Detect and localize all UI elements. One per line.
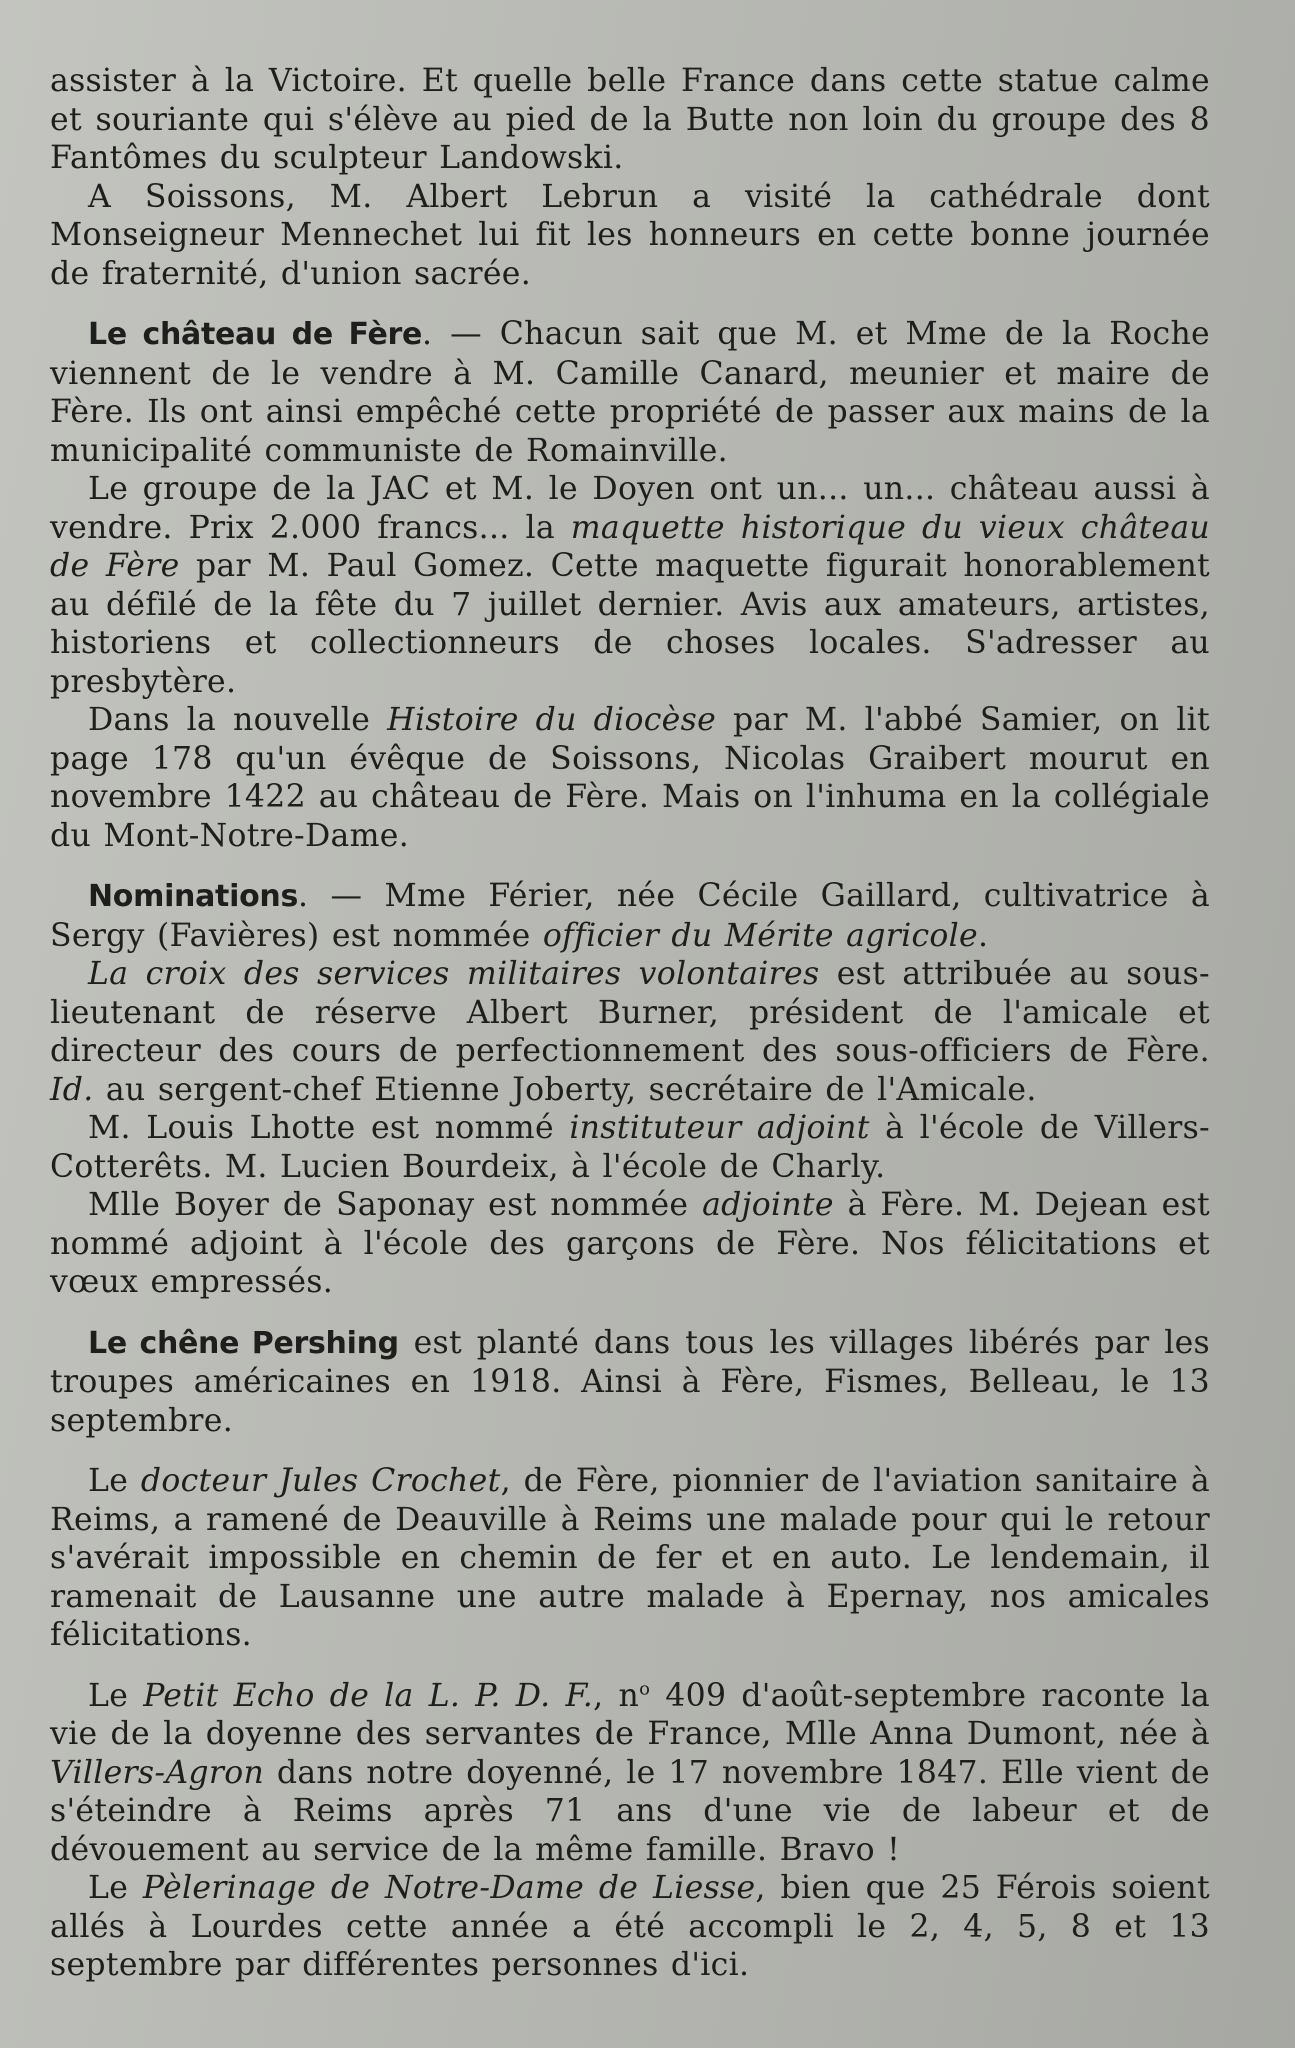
text: à l'école de Villers-Cotterêts. M. Lucien Bourdeix, à l'école de Charly. <box>50 1110 1210 1185</box>
italic-text: docteur Jules Crochet <box>140 1463 501 1499</box>
text: . — Mme Férier, née Cécile Gaillard, cultivatrice à Sergy (Favières) est nommée <box>50 878 1210 954</box>
text: A Soissons, M. Albert Lebrun a visité la cathédrale dont Monseigneur Mennechet lui fit les honneurs en cette bonne journée de fraternité, d'union sacrée. <box>50 178 1210 292</box>
section-heading-pershing: Le chêne Pershing <box>88 1325 399 1361</box>
text: Le <box>88 1677 144 1714</box>
text: par M. Paul Gomez. Cette maquette figurait honorablement au défilé de la fête du 7 juillet dernier. Avis aux amateurs, artistes, historiens et collectionneurs de choses locales. S'adresser au presbytère. <box>50 548 1210 700</box>
italic-text: adjointe <box>702 1187 834 1223</box>
text: Le <box>88 1870 143 1906</box>
text: est planté dans tous les villages libérés par les troupes américaines en 1918. Ainsi à Fère, Fismes, Belleau, le 13 septembre. <box>50 1324 1210 1439</box>
text: M. Louis Lhotte est nommé <box>88 1110 570 1146</box>
paragraph-chene-pershing <box>50 1324 1210 1441</box>
text: assister à la Victoire. Et quelle belle France dans cette statue calme et souriante qui s'élève au pied de la Butte non loin du groupe des 8 Fantômes du sculpteur Landowski. <box>50 63 1210 176</box>
text: par M. l'abbé Samier, on lit page 178 qu'un évêque de Soissons, Nicolas Graibert mourut en novembre 1422 au château de Fère. Mais on l'inhuma en la collégiale du Mont-Notre-Dame. <box>50 702 1211 854</box>
italic-text: instituteur adjoint <box>569 1110 870 1146</box>
italic-text: Pèlerinage de Notre-Dame de Liesse <box>142 1870 756 1906</box>
text: dans notre doyenné, le 17 novembre 1847. Elle vient de s'éteindre à Reims après 71 ans d'une vie de labeur et de dévouement au service de la même famille. Bravo ! <box>50 1754 1210 1868</box>
text: Le groupe de la JAC et M. le Doyen ont un... un... château aussi à vendre. Prix 2.000 francs... la <box>50 471 1210 546</box>
text: , bien que 25 Férois soient allés à Lourdes cette année a été accompli le 2, 4, 5, 8 et 13 septembre par différentes personnes d'ici. <box>50 1870 1210 1983</box>
section-heading-nominations: Nominations <box>88 879 299 914</box>
paragraph-boyer <box>50 1186 1210 1302</box>
text-column <box>50 62 1210 1985</box>
paragraph-pelerinage-liesse <box>50 1869 1210 1985</box>
italic-text: Id. <box>50 1071 94 1108</box>
text: Dans la nouvelle <box>88 702 388 738</box>
italic-text: Villers-Agron <box>50 1754 265 1791</box>
italic-text: officier du Mérite agricole <box>542 917 978 954</box>
paragraph-petit-echo <box>50 1677 1210 1870</box>
text: , de Fère, pionnier de l'aviation sanitaire à Reims, a ramené de Deauville à Reims une malade pour qui le retour s'avérait impossible en chemin de fer et en auto. Le lendemain, il ramenait de Lausanne une autre malade à Epernay, nos amicales félicitations. <box>50 1463 1210 1653</box>
italic-text: Petit Echo de la L. P. D. F. <box>143 1677 594 1714</box>
text: au sergent-chef Etienne Joberty, secrétaire de l'Amicale. <box>93 1071 1037 1108</box>
text: Le <box>88 1463 141 1499</box>
section-heading-chateau: Le château de Fère <box>88 317 423 352</box>
italic-text: Histoire du diocèse <box>387 702 717 738</box>
paragraph-nominations <box>50 877 1210 955</box>
paragraph-docteur-crochet <box>50 1462 1210 1655</box>
paragraph-jac <box>50 470 1210 701</box>
text: 409 d'août-septembre raconte la vie de la doyenne des servantes de France, Mlle Anna Dumont, née à <box>50 1677 1210 1752</box>
paragraph-lhotte <box>50 1109 1210 1186</box>
paragraph-croix-services <box>50 955 1210 1109</box>
superscript: o <box>639 1678 651 1699</box>
italic-text: La croix des services militaires volontaires <box>88 956 820 992</box>
paragraph-chateau-de-fere <box>50 315 1210 470</box>
text: est attribuée au sous-lieutenant de réserve Albert Burner, président de l'amicale et directeur des cours de perfectionnement des sous-officiers de Fère. <box>50 956 1210 1069</box>
paragraph-soissons <box>50 178 1210 294</box>
paragraph-victoire <box>50 62 1210 178</box>
italic-text: maquette historique du vieux château de Fère <box>50 509 1210 584</box>
text: . — Chacun sait que M. et Mme de la Roche viennent de le vendre à M. Camille Canard, meunier et maire de Fère. Ils ont ainsi empêché cette propriété de passer aux mains de la municipalité communiste de Romainville. <box>50 316 1210 469</box>
text: à Fère. M. Dejean est nommé adjoint à l'école des garçons de Fère. Nos félicitations et vœux empressés. <box>50 1187 1210 1300</box>
text: Mlle Boyer de Saponay est nommée <box>88 1187 703 1223</box>
paragraph-histoire-diocese <box>50 701 1210 855</box>
text: . <box>977 917 989 954</box>
text: , n <box>593 1677 640 1714</box>
